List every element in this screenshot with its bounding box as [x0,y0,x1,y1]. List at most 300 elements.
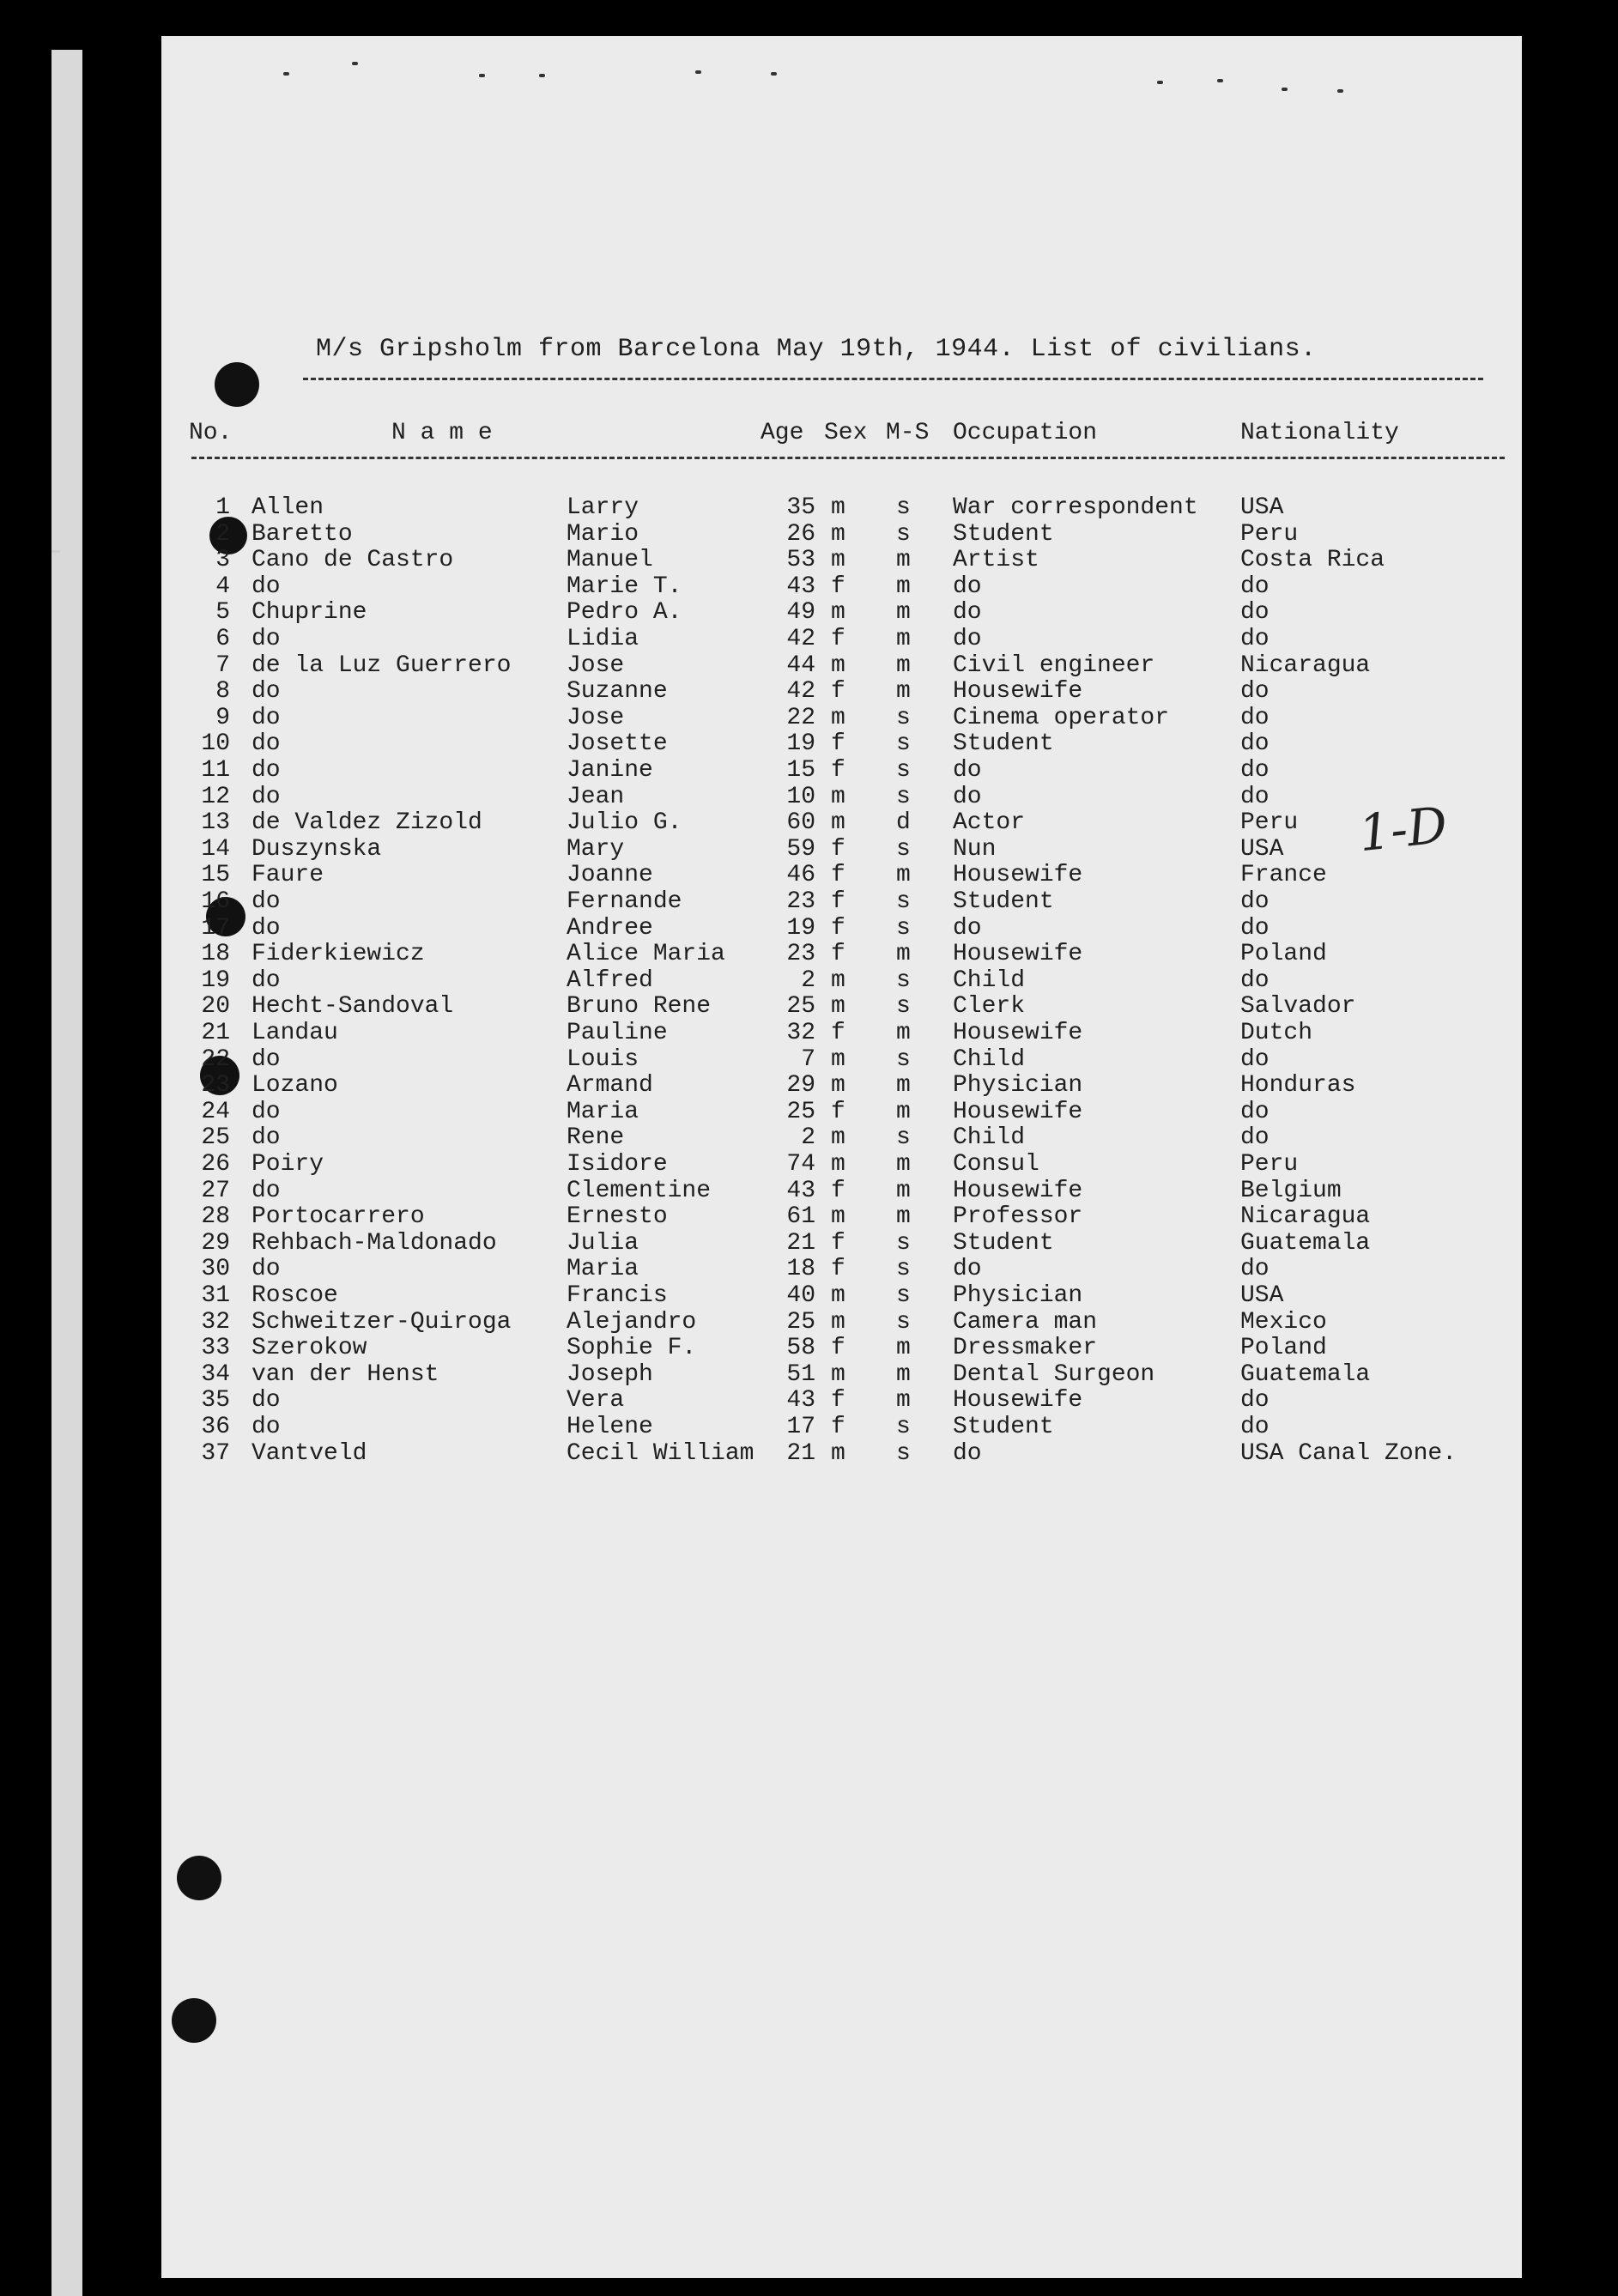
age-cell: 2 [801,1124,815,1152]
marital-status-cell: m [896,941,911,968]
table-row [161,1257,1522,1282]
sex-cell: f [831,1177,845,1204]
table-row [161,916,1522,942]
occupation-cell: do [953,783,982,810]
surname-cell: do [251,1414,281,1440]
sex-cell: f [831,862,845,889]
surname-cell: van der Henst [251,1360,439,1388]
given-name-cell: Mario [567,520,639,548]
age-cell: 23 [786,888,815,915]
ink-speck [1282,88,1288,91]
nationality-cell: do [1240,1098,1270,1125]
table-row [161,810,1522,836]
occupation-cell: do [953,914,982,942]
nationality-cell: do [1240,626,1270,652]
surname-cell: Chuprine [251,599,367,627]
row-number-cell: 15 [201,862,230,889]
age-cell: 40 [786,1282,815,1309]
age-cell: 15 [786,757,815,784]
marital-status-cell: m [896,599,911,627]
nationality-cell: do [1240,783,1270,810]
given-name-cell: Alejandro [567,1308,697,1336]
occupation-cell: Student [953,1414,1054,1440]
nationality-cell: Salvador [1240,993,1356,1021]
age-cell: 59 [786,835,815,863]
marital-status-cell: s [896,783,911,810]
sex-cell: m [831,783,845,810]
row-number-cell: 29 [201,1229,230,1257]
row-number-cell: 13 [201,809,230,837]
row-number-cell: 9 [215,704,230,731]
surname-cell: do [251,966,281,994]
table-row [161,1178,1522,1204]
surname-cell: Landau [251,1020,338,1046]
age-cell: 19 [786,730,815,758]
table-row [161,679,1522,705]
surname-cell: Szerokow [251,1335,367,1362]
table-row [161,837,1522,863]
occupation-cell: Camera man [953,1308,1098,1336]
given-name-cell: Janine [567,757,653,784]
sex-cell: f [831,1335,845,1362]
punch-hole [177,1856,221,1900]
age-cell: 42 [786,626,815,652]
header-sex: Sex [824,420,868,446]
surname-cell: do [251,783,281,810]
row-number-cell: 12 [201,783,230,810]
row-number-cell: 23 [201,1072,230,1100]
occupation-cell: do [953,1439,982,1467]
marital-status-cell: m [896,1151,911,1178]
ink-speck [1337,89,1343,93]
nationality-cell: USA [1240,835,1284,863]
table-row [161,1125,1522,1151]
table-row [161,600,1522,626]
row-number-cell: 4 [215,572,230,600]
document-title: M/s Gripsholm from Barcelona May 19th, 1944. List of civilians. [316,335,1317,364]
given-name-cell: Armand [567,1072,653,1100]
sex-cell: m [831,547,845,574]
nationality-cell: Poland [1240,1335,1327,1362]
given-name-cell: Julia [567,1229,639,1257]
ink-speck [695,70,701,74]
row-number-cell: 22 [201,1045,230,1073]
age-cell: 53 [786,547,815,574]
sex-cell: m [831,1124,845,1152]
ink-speck [771,72,777,76]
marital-status-cell: m [896,626,911,652]
surname-cell: do [251,1177,281,1204]
occupation-cell: Student [953,520,1054,548]
nationality-cell: do [1240,704,1270,731]
nationality-cell: France [1240,862,1327,889]
table-row [161,1336,1522,1361]
occupation-cell: Housewife [953,1098,1083,1125]
row-number-cell: 24 [201,1098,230,1125]
row-number-cell: 37 [201,1439,230,1467]
given-name-cell: Vera [567,1387,625,1415]
nationality-cell: Poland [1240,941,1327,968]
age-cell: 58 [786,1335,815,1362]
table-row [161,889,1522,915]
table-row [161,1441,1522,1467]
sex-cell: m [831,1151,845,1178]
row-number-cell: 36 [201,1414,230,1440]
surname-cell: do [251,1098,281,1125]
table-row [161,653,1522,679]
table-row [161,495,1522,521]
age-cell: 32 [786,1020,815,1046]
table-row [161,1204,1522,1230]
surname-cell: do [251,914,281,942]
marital-status-cell: s [896,1414,911,1440]
age-cell: 7 [801,1045,815,1073]
age-cell: 29 [786,1072,815,1100]
table-row [161,1388,1522,1414]
age-cell: 51 [786,1360,815,1388]
nationality-cell: Guatemala [1240,1360,1371,1388]
age-cell: 18 [786,1256,815,1283]
marital-status-cell: s [896,1308,911,1336]
nationality-cell: do [1240,1124,1270,1152]
left-paper-strip [52,50,82,2296]
row-number-cell: 2 [215,520,230,548]
sex-cell: f [831,1256,845,1283]
nationality-cell: USA [1240,1282,1284,1309]
given-name-cell: Rene [567,1124,625,1152]
occupation-cell: Student [953,1229,1054,1257]
row-number-cell: 8 [215,678,230,706]
surname-cell: Allen [251,494,324,521]
nationality-cell: Guatemala [1240,1229,1371,1257]
given-name-cell: Suzanne [567,678,668,706]
surname-cell: Duszynska [251,835,382,863]
age-cell: 23 [786,941,815,968]
row-number-cell: 11 [201,757,230,784]
marital-status-cell: s [896,993,911,1021]
marital-status-cell: s [896,520,911,548]
sex-cell: m [831,520,845,548]
nationality-cell: do [1240,914,1270,942]
sex-cell: f [831,626,845,652]
surname-cell: do [251,1387,281,1415]
occupation-cell: Housewife [953,862,1083,889]
surname-cell: de la Luz Guerrero [251,651,512,679]
sex-cell: f [831,1098,845,1125]
age-cell: 25 [786,1098,815,1125]
ink-speck [539,74,545,77]
surname-cell: Lozano [251,1072,338,1100]
surname-cell: Faure [251,862,324,889]
header-occupation: Occupation [953,420,1098,446]
sex-cell: f [831,941,845,968]
given-name-cell: Larry [567,494,639,521]
row-number-cell: 6 [215,626,230,652]
nationality-cell: Dutch [1240,1020,1313,1046]
given-name-cell: Alfred [567,966,653,994]
age-cell: 25 [786,1308,815,1336]
age-cell: 35 [786,494,815,521]
punch-hole [172,1998,216,2043]
age-cell: 61 [786,1203,815,1231]
sex-cell: m [831,1439,845,1467]
marital-status-cell: s [896,966,911,994]
occupation-cell: Housewife [953,941,1083,968]
row-number-cell: 18 [201,941,230,968]
table-row [161,1231,1522,1257]
age-cell: 19 [786,914,815,942]
row-number-cell: 35 [201,1387,230,1415]
table-row [161,1415,1522,1440]
sex-cell: m [831,1308,845,1336]
sex-cell: f [831,1020,845,1046]
row-number-cell: 25 [201,1124,230,1152]
marital-status-cell: s [896,494,911,521]
age-cell: 22 [786,704,815,731]
sex-cell: m [831,1282,845,1309]
given-name-cell: Clementine [567,1177,712,1204]
surname-cell: do [251,704,281,731]
given-name-cell: Alice Maria [567,941,725,968]
surname-cell: Schweitzer-Quiroga [251,1308,512,1336]
sex-cell: m [831,1360,845,1388]
nationality-cell: USA [1240,494,1284,521]
occupation-cell: do [953,1256,982,1283]
nationality-cell: do [1240,1414,1270,1440]
age-cell: 26 [786,520,815,548]
age-cell: 10 [786,783,815,810]
nationality-cell: Mexico [1240,1308,1327,1336]
given-name-cell: Marie T. [567,572,682,600]
marital-status-cell: m [896,1360,911,1388]
table-row [161,522,1522,548]
sex-cell: m [831,1072,845,1100]
marital-status-cell: m [896,862,911,889]
occupation-cell: Professor [953,1203,1083,1231]
occupation-cell: Actor [953,809,1026,837]
nationality-cell: Peru [1240,809,1299,837]
ink-speck [1157,81,1163,84]
surname-cell: do [251,572,281,600]
table-row [161,863,1522,888]
table-row [161,1283,1522,1309]
row-number-cell: 10 [201,730,230,758]
given-name-cell: Sophie F. [567,1335,697,1362]
surname-cell: do [251,730,281,758]
row-number-cell: 31 [201,1282,230,1309]
row-number-cell: 3 [215,547,230,574]
surname-cell: de Valdez Zizold [251,809,482,837]
header-no: No. [189,420,233,446]
nationality-cell: Peru [1240,1151,1299,1178]
sex-cell: f [831,914,845,942]
occupation-cell: Consul [953,1151,1039,1178]
nationality-cell: do [1240,966,1270,994]
sex-cell: f [831,835,845,863]
header-underline [191,457,1505,459]
surname-cell: Baretto [251,520,353,548]
occupation-cell: Cinema operator [953,704,1170,731]
marital-status-cell: m [896,1020,911,1046]
age-cell: 21 [786,1229,815,1257]
header-name: N a m e [391,420,493,446]
table-row [161,574,1522,600]
surname-cell: do [251,888,281,915]
table-row [161,1047,1522,1073]
table-row [161,785,1522,810]
nationality-cell: Honduras [1240,1072,1356,1100]
nationality-cell: do [1240,730,1270,758]
given-name-cell: Lidia [567,626,639,652]
given-name-cell: Louis [567,1045,639,1073]
surname-cell: Poiry [251,1151,324,1178]
occupation-cell: do [953,757,982,784]
marital-status-cell: s [896,914,911,942]
header-nationality: Nationality [1240,420,1399,446]
nationality-cell: do [1240,757,1270,784]
occupation-cell: Child [953,1045,1026,1073]
surname-cell: Roscoe [251,1282,338,1309]
nationality-cell: do [1240,1256,1270,1283]
marital-status-cell: s [896,1045,911,1073]
given-name-cell: Maria [567,1098,639,1125]
table-row [161,627,1522,652]
nationality-cell: do [1240,678,1270,706]
sex-cell: f [831,1387,845,1415]
table-row [161,1362,1522,1388]
nationality-cell: do [1240,572,1270,600]
occupation-cell: do [953,599,982,627]
sex-cell: f [831,572,845,600]
surname-cell: Hecht-Sandoval [251,993,454,1021]
given-name-cell: Francis [567,1282,668,1309]
table-row [161,548,1522,573]
marital-status-cell: s [896,757,911,784]
occupation-cell: Nun [953,835,997,863]
occupation-cell: Student [953,730,1054,758]
sex-cell: m [831,1203,845,1231]
given-name-cell: Bruno Rene [567,993,712,1021]
sex-cell: f [831,1414,845,1440]
row-number-cell: 17 [201,914,230,942]
row-number-cell: 16 [201,888,230,915]
surname-cell: do [251,1045,281,1073]
marital-status-cell: m [896,1203,911,1231]
document-page [161,36,1522,2278]
given-name-cell: Cecil William [567,1439,754,1467]
nationality-cell: Peru [1240,520,1299,548]
surname-cell: Vantveld [251,1439,367,1467]
table-row [161,1073,1522,1099]
given-name-cell: Jean [567,783,625,810]
occupation-cell: War correspondent [953,494,1198,521]
marital-status-cell: m [896,1072,911,1100]
nationality-cell: do [1240,1387,1270,1415]
row-number-cell: 14 [201,835,230,863]
marital-status-cell: m [896,678,911,706]
given-name-cell: Maria [567,1256,639,1283]
ink-speck [479,74,485,77]
marital-status-cell: s [896,1439,911,1467]
given-name-cell: Isidore [567,1151,668,1178]
age-cell: 43 [786,1387,815,1415]
table-row [161,1100,1522,1125]
header-ms: M-S [886,420,930,446]
age-cell: 25 [786,993,815,1021]
given-name-cell: Pedro A. [567,599,682,627]
marital-status-cell: m [896,572,911,600]
given-name-cell: Jose [567,704,625,731]
row-number-cell: 30 [201,1256,230,1283]
surname-cell: do [251,1256,281,1283]
marital-status-cell: s [896,1256,911,1283]
row-number-cell: 19 [201,966,230,994]
surname-cell: do [251,757,281,784]
given-name-cell: Ernesto [567,1203,668,1231]
handwritten-annotation: 1-D [1355,795,1451,863]
surname-cell: do [251,1124,281,1152]
surname-cell: Rehbach-Maldonado [251,1229,497,1257]
surname-cell: do [251,626,281,652]
occupation-cell: Physician [953,1282,1083,1309]
occupation-cell: Housewife [953,678,1083,706]
occupation-cell: do [953,572,982,600]
marital-status-cell: m [896,1335,911,1362]
occupation-cell: Housewife [953,1020,1083,1046]
nationality-cell: USA Canal Zone. [1240,1439,1457,1467]
marital-status-cell: m [896,1177,911,1204]
nationality-cell: Belgium [1240,1177,1342,1204]
age-cell: 43 [786,1177,815,1204]
sex-cell: m [831,966,845,994]
age-cell: 60 [786,809,815,837]
marital-status-cell: s [896,730,911,758]
marital-status-cell: s [896,835,911,863]
given-name-cell: Josette [567,730,668,758]
row-number-cell: 7 [215,651,230,679]
age-cell: 43 [786,572,815,600]
occupation-cell: Housewife [953,1177,1083,1204]
nationality-cell: do [1240,888,1270,915]
age-cell: 21 [786,1439,815,1467]
occupation-cell: Clerk [953,993,1026,1021]
table-row [161,758,1522,784]
row-number-cell: 20 [201,993,230,1021]
sex-cell: m [831,494,845,521]
sex-cell: m [831,704,845,731]
marital-status-cell: s [896,1124,911,1152]
occupation-cell: Civil engineer [953,651,1155,679]
table-row [161,942,1522,967]
occupation-cell: do [953,626,982,652]
sex-cell: f [831,888,845,915]
sex-cell: f [831,1229,845,1257]
surname-cell: do [251,678,281,706]
nationality-cell: Nicaragua [1240,651,1371,679]
given-name-cell: Andree [567,914,653,942]
nationality-cell: Nicaragua [1240,1203,1371,1231]
nationality-cell: Costa Rica [1240,547,1385,574]
table-row [161,731,1522,757]
marital-status-cell: m [896,651,911,679]
occupation-cell: Artist [953,547,1039,574]
ink-speck [352,62,358,65]
sex-cell: f [831,678,845,706]
row-number-cell: 28 [201,1203,230,1231]
sex-cell: f [831,730,845,758]
punch-hole [215,362,259,407]
title-underline [303,378,1483,380]
